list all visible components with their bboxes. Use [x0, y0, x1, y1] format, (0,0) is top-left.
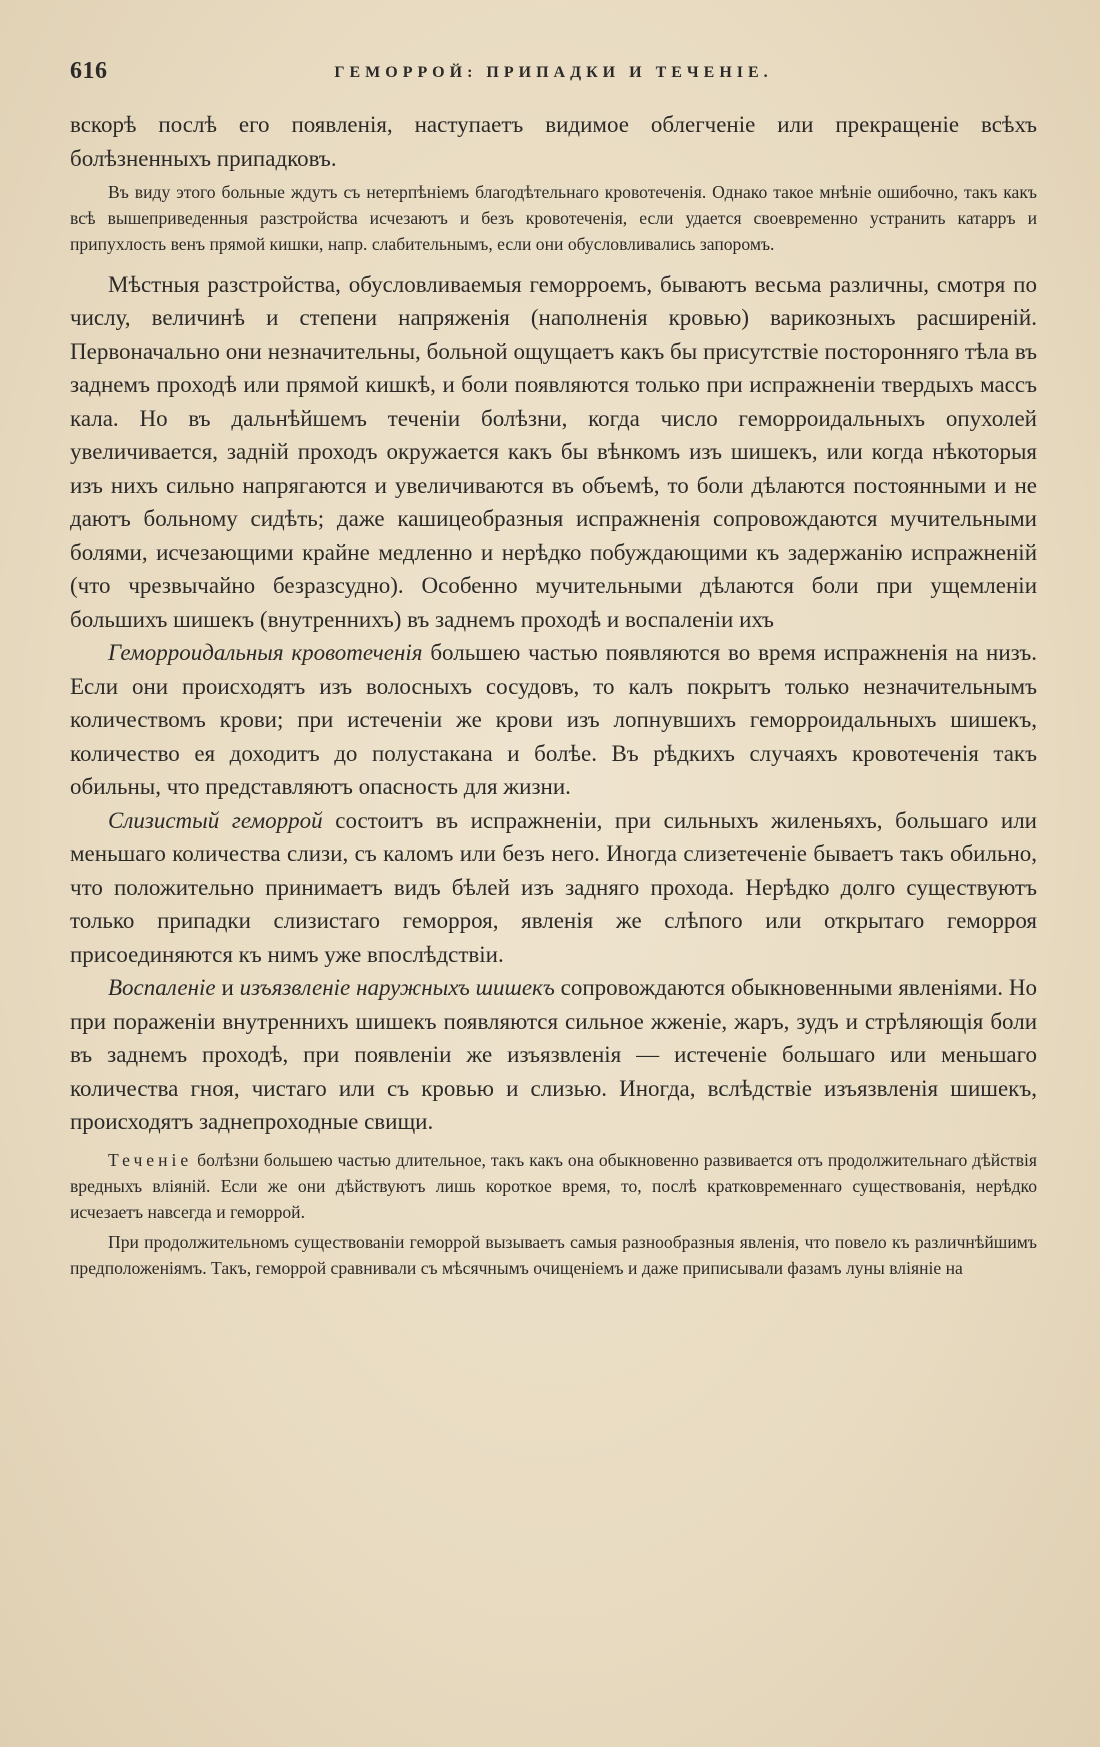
italic-term-bleeding: Геморроидальныя кровотеченія	[108, 640, 423, 666]
paragraph-small-note: Въ виду этого больные ждутъ съ нетерпѣніемъ благодѣтельнаго кровотеченія. Однако такое мнѣніе ошибочно, такъ какъ всѣ вышеприведенныя разстройства исчезаютъ и безъ кровотеченія, если удается своевременно устранить катарръ и припухлость венъ прямой кишки, напр. слабительнымъ, если они обусловливались запоромъ.	[70, 182, 1037, 255]
paragraph-inflammation-text: сопровождаются обыкновенными явленіями. Но при пораженіи внутреннихъ шишекъ появляются сильное жженіе, жаръ, зудъ и стрѣляющія боли въ заднемъ проходѣ, при появленіи же изъязвленія — истеченіе большаго или меньшаго количества гноя, чистаго или съ кровью и слизью. Иногда, вслѣдствіе изъязвленія шишекъ, происходятъ заднепроходные свищи.	[70, 975, 1038, 1135]
paragraph-prolonged: При продолжительномъ существованіи геморрой вызываетъ самыя разнообразныя явленія, что повело къ различнѣйшимъ предположеніямъ. Такъ, геморрой сравнивали съ мѣсячнымъ очищеніемъ и даже приписывали фазамъ луны вліяніе на	[70, 1232, 1037, 1279]
italic-term-mucous: Слизистый геморрой	[108, 807, 323, 833]
running-head: ГЕМОРРОЙ: ПРИПАДКИ И ТЕЧЕНІЕ.	[334, 64, 773, 81]
paragraph-local-disorders: Мѣстныя разстройства, обусловливаемыя геморроемъ, бываютъ весьма различны, смотря по числу, величинѣ и степени напряженія (наполненія кровью) варикозныхъ расширеній. Первоначально они незначительны, больной ощущаетъ какъ бы присутствіе посторонняго тѣла въ заднемъ проходѣ или прямой кишкѣ, и боли появляются только при испражненіи твердыхъ массъ кала. Но въ дальнѣйшемъ теченіи болѣзни, когда число геморроидальныхъ опухолей увеличивается, задній проходъ окружается какъ бы вѣнкомъ изъ шишекъ, или когда нѣкоторыя изъ нихъ сильно напрягаются и увеличиваются въ объемѣ, то боли дѣлаются постоянными и не даютъ больному сидѣть; даже кашицеобразныя испражненія сопровождаются мучительными болями, исчезающими крайне медленно и нерѣдко побуждающими къ задержанію испражненій (что чрезвычайно безразсудно). Особенно мучительными дѣлаются боли при ущемленіи большихъ шишекъ (внутреннихъ) въ заднемъ проходѣ и воспаленіи ихъ	[70, 271, 1037, 632]
paragraph-inflammation-join: и	[215, 975, 240, 1001]
paragraph-inflammation	[70, 971, 1037, 1139]
spaced-term-course: Теченіе	[108, 1149, 193, 1170]
paragraph-course	[70, 1147, 1037, 1226]
page-number: 616	[70, 58, 108, 84]
italic-term-inflammation: Воспаленіе	[108, 975, 216, 1001]
paragraph-continuation: вскорѣ послѣ его появленія, наступаетъ видимое облегченіе или прекращеніе всѣхъ болѣзненныхъ припадковъ.	[70, 112, 1037, 171]
paragraph-course-text: болѣзни большею частью длительное, такъ какъ она обыкновенно развивается отъ продолжительнаго дѣйствія вредныхъ вліяній. Если же они дѣйствуютъ лишь короткое время, то, послѣ кратковременнаго существованія, нерѣдко исчезаетъ навсегда и геморрой.	[70, 1149, 1037, 1223]
body-text	[70, 108, 1037, 1282]
paragraph-mucous-text: состоитъ въ испражненіи, при сильныхъ жиленьяхъ, большаго или меньшаго количества слизи, съ каломъ или безъ него. Иногда слизетеченіе бываетъ такъ обильно, что положительно принимаетъ видъ бѣлей изъ задняго прохода. Нерѣдко долго существуютъ только припадки слизистаго геморроя, явленія же слѣпого или открытаго геморроя присоединяются къ нимъ уже впослѣдствіи.	[70, 807, 1037, 967]
paragraph-mucous	[70, 804, 1037, 972]
italic-term-ulceration: изъязвленіе наружныхъ шишекъ	[239, 975, 555, 1001]
paragraph-bleeding-text: большею частью появляются во время испражненія на низъ. Если они происходятъ изъ волосныхъ сосудовъ, то калъ покрытъ только незначительнымъ количествомъ крови; при истеченіи же крови изъ лопнувшихъ геморроидальныхъ шишекъ, количество ея доходитъ до полустакана и болѣе. Въ рѣдкихъ случаяхъ кровотеченія такъ обильны, что представляютъ опасность для жизни.	[70, 640, 1037, 800]
page-header	[70, 52, 1037, 92]
paragraph-bleeding	[70, 636, 1037, 804]
